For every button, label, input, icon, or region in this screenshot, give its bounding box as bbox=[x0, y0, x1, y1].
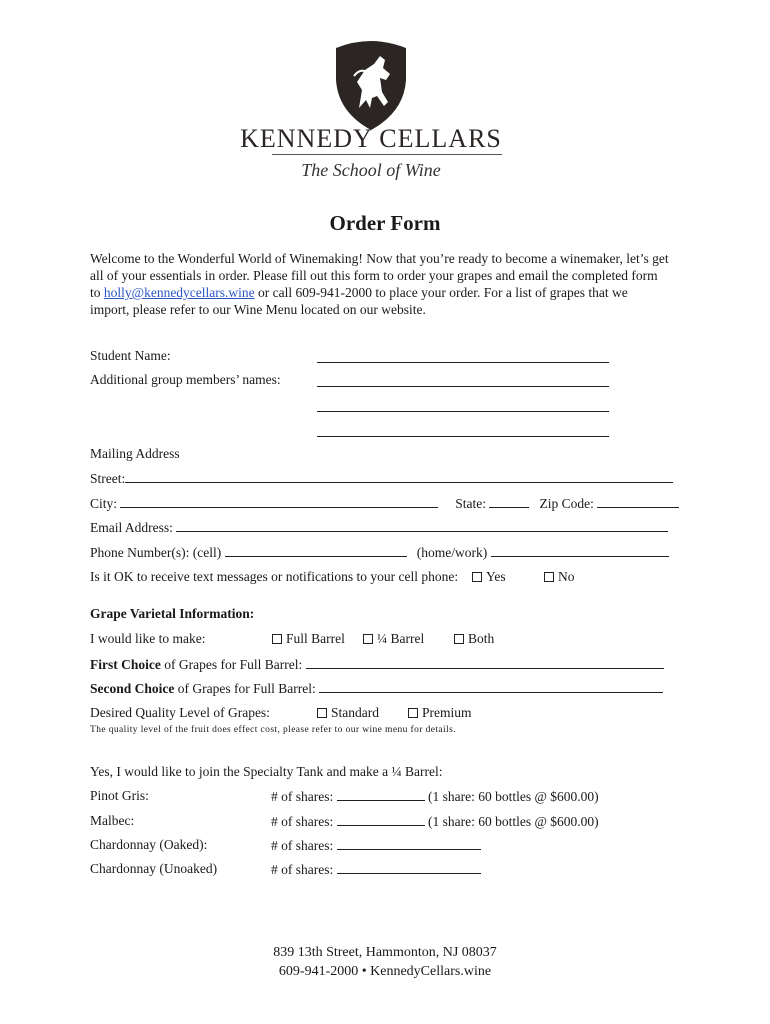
student-name-label: Student Name: bbox=[90, 348, 171, 363]
home-phone-label: (home/work) bbox=[416, 545, 488, 560]
grape-heading: Grape Varietal Information: bbox=[90, 606, 255, 621]
horse-shield-icon bbox=[236, 36, 506, 134]
quality-label: Desired Quality Level of Grapes: bbox=[90, 705, 270, 720]
shares-label: # of shares: bbox=[271, 838, 334, 853]
street-field[interactable] bbox=[125, 470, 673, 483]
full-barrel-option[interactable]: Full Barrel bbox=[272, 631, 345, 647]
intro-paragraph bbox=[90, 250, 670, 318]
city-label: City: bbox=[90, 496, 118, 511]
mailing-address-heading: Mailing Address bbox=[90, 446, 180, 461]
shares-field[interactable] bbox=[337, 861, 481, 874]
checkbox-icon[interactable] bbox=[454, 634, 464, 644]
email-address-field[interactable] bbox=[176, 519, 668, 532]
shares-field[interactable] bbox=[337, 813, 425, 826]
second-choice-bold: Second Choice bbox=[90, 681, 175, 696]
premium-option[interactable]: Premium bbox=[408, 705, 472, 721]
shares-field[interactable] bbox=[337, 788, 425, 801]
make-label: I would like to make: bbox=[90, 631, 206, 646]
text-consent-question: Is it OK to receive text messages or notifications to your cell phone: bbox=[90, 569, 459, 584]
quality-note: The quality level of the fruit does effect cost, please refer to our wine menu for details. bbox=[90, 725, 456, 735]
cell-phone-field[interactable] bbox=[225, 544, 407, 557]
zip-label: Zip Code: bbox=[539, 496, 594, 511]
specialty-row-name: Malbec: bbox=[90, 813, 135, 828]
specialty-row-name: Pinot Gris: bbox=[90, 788, 149, 803]
shares-label: # of shares: bbox=[271, 789, 334, 804]
checkbox-icon[interactable] bbox=[272, 634, 282, 644]
first-choice-label: of Grapes for Full Barrel: bbox=[160, 657, 303, 672]
standard-option[interactable]: Standard bbox=[317, 705, 379, 721]
checkbox-icon[interactable] bbox=[544, 572, 554, 582]
student-name-field[interactable] bbox=[317, 350, 609, 363]
shares-label: # of shares: bbox=[271, 814, 334, 829]
street-label: Street: bbox=[90, 471, 126, 486]
cell-phone-label: Phone Number(s): (cell) bbox=[90, 545, 222, 560]
state-label: State: bbox=[455, 496, 487, 511]
first-choice-bold: First Choice bbox=[90, 657, 161, 672]
checkbox-icon[interactable] bbox=[408, 708, 418, 718]
email-address-label: Email Address: bbox=[90, 520, 173, 535]
group-member-field-3[interactable] bbox=[317, 424, 609, 437]
text-consent-yes[interactable]: Yes bbox=[472, 569, 506, 585]
specialty-row-name: Chardonnay (Unoaked) bbox=[90, 861, 218, 876]
group-members-label: Additional group members’ names: bbox=[90, 372, 281, 387]
second-choice-label: of Grapes for Full Barrel: bbox=[174, 681, 316, 696]
brand-name: KENNEDY CELLARS bbox=[240, 124, 502, 153]
footer-contact: 609-941-2000 • KennedyCellars.wine bbox=[278, 964, 492, 979]
page-title: Order Form bbox=[329, 211, 441, 235]
home-phone-field[interactable] bbox=[491, 544, 669, 557]
share-note: (1 share: 60 bottles @ $600.00) bbox=[427, 814, 599, 829]
intro-text-after: or call 609-941-2000 to place your order. For a list of grapes that we import, please refer to our Wine Menu located on our website. bbox=[90, 285, 628, 317]
text-consent-no[interactable]: No bbox=[544, 569, 575, 585]
second-choice-field[interactable] bbox=[319, 680, 663, 693]
state-field[interactable] bbox=[489, 495, 529, 508]
share-note: (1 share: 60 bottles @ $600.00) bbox=[427, 789, 599, 804]
zip-field[interactable] bbox=[597, 495, 679, 508]
quarter-barrel-option[interactable]: ¼ Barrel bbox=[363, 631, 424, 647]
checkbox-icon[interactable] bbox=[472, 572, 482, 582]
specialty-row-name: Chardonnay (Oaked): bbox=[90, 837, 208, 852]
shares-field[interactable] bbox=[337, 837, 481, 850]
logo-divider bbox=[272, 154, 502, 155]
checkbox-icon[interactable] bbox=[317, 708, 327, 718]
first-choice-field[interactable] bbox=[306, 656, 664, 669]
company-logo bbox=[236, 36, 506, 186]
group-member-field-1[interactable] bbox=[317, 374, 609, 387]
group-member-field-2[interactable] bbox=[317, 399, 609, 412]
both-option[interactable]: Both bbox=[454, 631, 494, 647]
shares-label: # of shares: bbox=[271, 862, 334, 877]
email-link[interactable]: holly@kennedycellars.wine bbox=[103, 285, 255, 300]
checkbox-icon[interactable] bbox=[363, 634, 373, 644]
specialty-heading: Yes, I would like to join the Specialty Tank and make a ¼ Barrel: bbox=[90, 764, 443, 779]
intro-text-before: Welcome to the Wonderful World of Winemaking! Now that you’re ready to become a winemaker, let’s get all of your essentials in order. Please fill out this form to order your grapes and email the completed form to bbox=[90, 251, 669, 300]
footer-address: 839 13th Street, Hammonton, NJ 08037 bbox=[273, 945, 497, 960]
city-field[interactable] bbox=[120, 495, 438, 508]
brand-tagline: The School of Wine bbox=[301, 160, 441, 180]
